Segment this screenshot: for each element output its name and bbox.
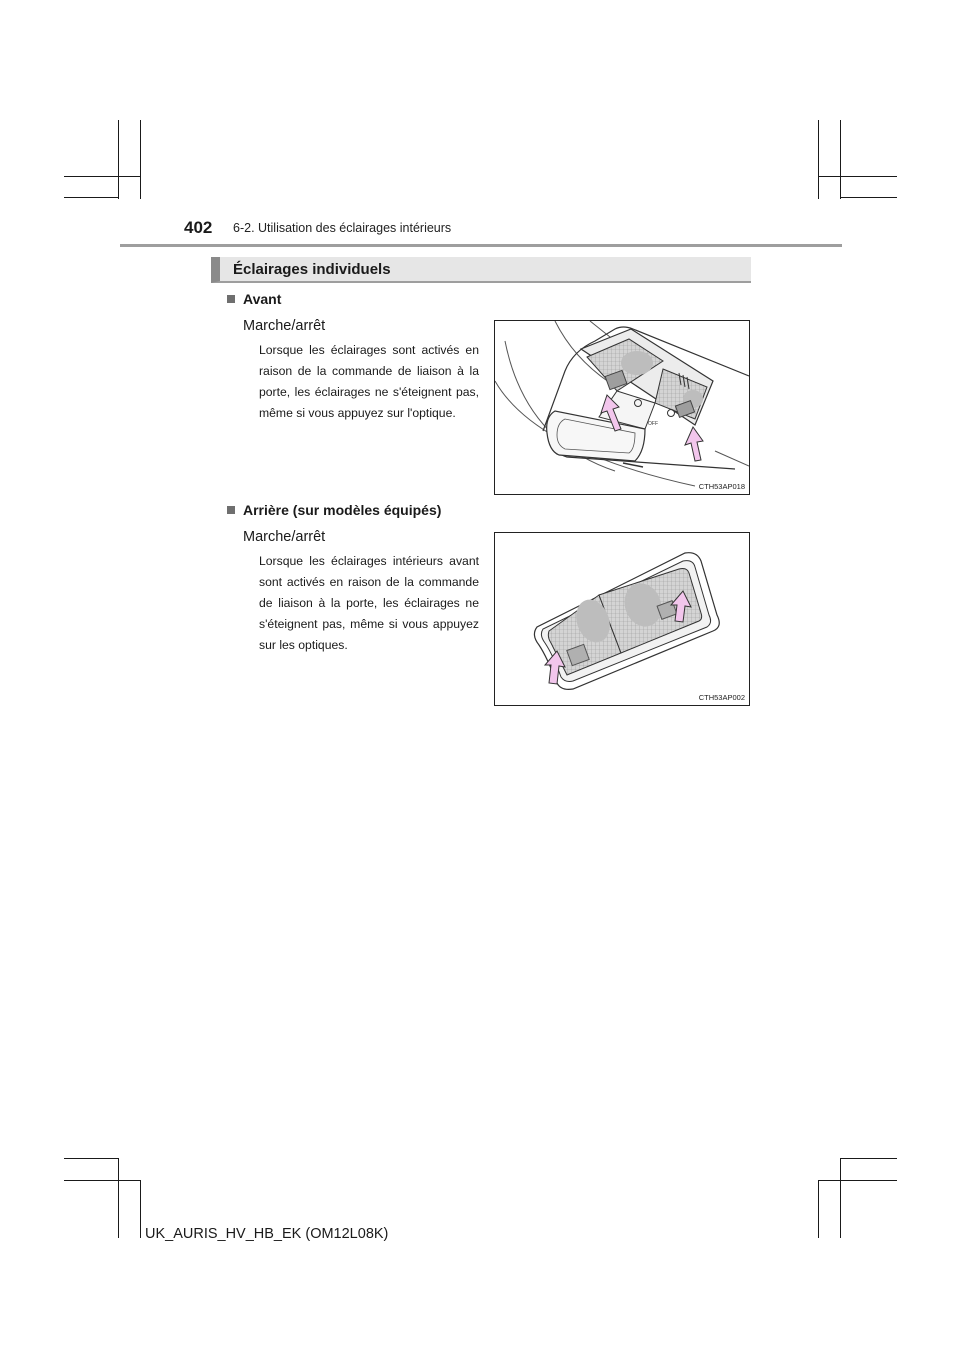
rear-note: Lorsque les éclairages intérieurs avant sont activés en raison de la commande de liaison à la porte, les éclairages ne s'éteignent pas, même si vous appuyez sur les optiques. [259,554,479,652]
front-lights-figure [494,320,750,495]
front-overhead-console-illustration [495,321,749,494]
rear-item-title: Marche/arrêt [243,529,326,545]
figure-code: CTH53AP002 [698,693,745,702]
rear-lights-figure [494,532,750,706]
section-title-bar [211,257,751,283]
section-header: 6-2. Utilisation des éclairages intérieurs [233,221,452,235]
figure-code: CTH53AP018 [698,482,745,491]
square-bullet-icon [227,506,235,514]
square-bullet-icon [227,295,235,303]
front-note: Lorsque les éclairages sont activés en raison de la commande de liaison à la porte, les éclairages ne s'éteignent pas, même si vous appuyez sur l'optique. [259,343,479,420]
document-footer: UK_AURIS_HV_HB_EK (OM12L08K) [145,1226,389,1242]
front-heading: Avant [227,291,281,307]
rear-heading: Arrière (sur modèles équipés) [227,502,441,518]
rear-dome-light-illustration [495,533,749,705]
front-item-title: Marche/arrêt [243,318,326,334]
section-title: Éclairages individuels [233,261,391,278]
header-divider [120,244,842,247]
off-label: OFF [648,421,658,427]
page-number: 402 [184,218,213,237]
press-arrow-icon [685,427,703,461]
